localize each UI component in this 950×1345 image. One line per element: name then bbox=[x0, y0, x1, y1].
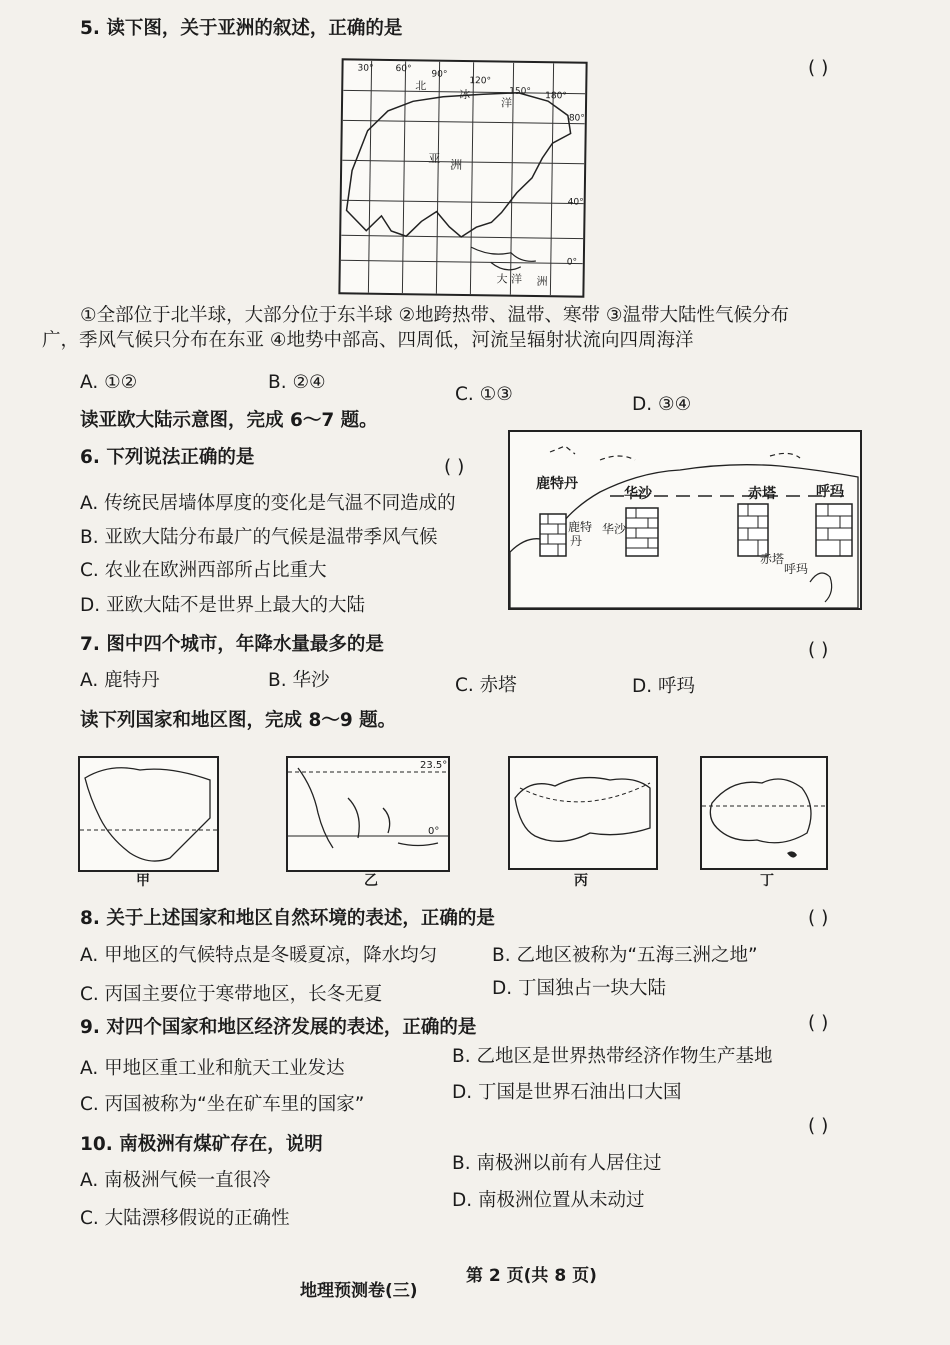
q9-option-d[interactable]: D. 丁国是世界石油出口大国 bbox=[452, 1082, 682, 1103]
q6-option-d[interactable]: D. 亚欧大陆不是世界上最大的大陆 bbox=[80, 595, 366, 616]
q9-answer-paren: ( ) bbox=[808, 1013, 829, 1034]
label-bing: 丙 bbox=[574, 873, 588, 889]
q9-option-c[interactable]: C. 丙国被称为“坐在矿车里的国家” bbox=[80, 1094, 365, 1115]
lon-label-150: 150° bbox=[509, 86, 531, 97]
map-label-asia-ya: 亚 bbox=[428, 151, 441, 166]
lat-label-0: 0° bbox=[566, 257, 578, 268]
q6-option-c[interactable]: C. 农业在欧洲西部所占比重大 bbox=[80, 560, 327, 581]
map-label-ocean: 洋 bbox=[500, 96, 513, 110]
q8-option-d[interactable]: D. 丁国独占一块大陆 bbox=[492, 978, 667, 999]
house-label-rotterdam-1: 鹿特 bbox=[568, 520, 593, 534]
label-rotterdam: 鹿特丹 bbox=[536, 476, 578, 492]
q9-stem: 9. 对四个国家和地区经济发展的表述，正确的是 bbox=[80, 1017, 477, 1038]
q7-option-b[interactable]: B. 华沙 bbox=[268, 670, 330, 691]
house-label-rotterdam-2: 丹 bbox=[570, 534, 583, 548]
q6-option-b[interactable]: B. 亚欧大陆分布最广的气候是温带季风气候 bbox=[80, 527, 438, 548]
q10-option-b[interactable]: B. 南极洲以前有人居住过 bbox=[452, 1153, 662, 1174]
lon-label-60: 60° bbox=[395, 64, 412, 75]
lat-label-40: 40° bbox=[567, 197, 584, 208]
house-hulunbuir-icon bbox=[816, 504, 852, 556]
q5-option-d[interactable]: D. ③④ bbox=[632, 394, 692, 415]
house-label-hulunbuir: 呼玛 bbox=[784, 562, 809, 576]
eurasia-map-graphic bbox=[510, 432, 860, 608]
lon-label-30: 30° bbox=[357, 63, 374, 74]
q10-option-d[interactable]: D. 南极洲位置从未动过 bbox=[452, 1190, 645, 1211]
q5-stem: 5. 读下图，关于亚洲的叙述，正确的是 bbox=[80, 18, 403, 39]
q5-option-a[interactable]: A. ①② bbox=[80, 372, 138, 393]
asia-map bbox=[338, 58, 587, 297]
lat-label-80: 80° bbox=[568, 113, 585, 124]
q5-answer-paren: ( ) bbox=[808, 58, 829, 79]
lon-label-120: 120° bbox=[469, 76, 492, 87]
q8-option-b[interactable]: B. 乙地区被称为“五海三洲之地” bbox=[492, 945, 758, 966]
q6-option-a[interactable]: A. 传统民居墙体厚度的变化是气温不同造成的 bbox=[80, 493, 456, 514]
q7-answer-paren: ( ) bbox=[808, 640, 829, 661]
lon-label-180: 180° bbox=[545, 91, 567, 102]
label-chita: 赤塔 bbox=[748, 486, 776, 502]
map-label-pacific: 大 洋 bbox=[496, 272, 523, 286]
q6-answer-paren: ( ) bbox=[444, 457, 465, 478]
q9-option-b[interactable]: B. 乙地区是世界热带经济作物生产基地 bbox=[452, 1046, 773, 1067]
label-yi: 乙 bbox=[364, 873, 378, 889]
q8-option-c[interactable]: C. 丙国主要位于寒带地区，长冬无夏 bbox=[80, 984, 383, 1005]
q7-option-a[interactable]: A. 鹿特丹 bbox=[80, 670, 160, 691]
map-yi bbox=[286, 756, 450, 872]
map-jia bbox=[78, 756, 219, 872]
q8-answer-paren: ( ) bbox=[808, 908, 829, 929]
map-ding-graphic bbox=[702, 758, 826, 868]
q10-option-a[interactable]: A. 南极洲气候一直很冷 bbox=[80, 1170, 271, 1191]
map-label-pacific-zhou: 洲 bbox=[536, 275, 548, 289]
house-label-warsaw: 华沙 bbox=[602, 522, 627, 536]
lon-label-90: 90° bbox=[431, 69, 448, 80]
q9-option-a[interactable]: A. 甲地区重工业和航天工业发达 bbox=[80, 1058, 345, 1079]
intro-8-9: 读下列国家和地区图，完成 8～9 题。 bbox=[80, 710, 397, 731]
label-hulunbuir: 呼玛 bbox=[816, 484, 844, 500]
map-label-ice: 冰 bbox=[459, 87, 471, 102]
eurasia-map bbox=[508, 430, 862, 610]
intro-6-7: 读亚欧大陆示意图，完成 6～7 题。 bbox=[80, 410, 378, 431]
q10-answer-paren: ( ) bbox=[808, 1116, 829, 1137]
map-bing bbox=[508, 756, 658, 870]
q7-stem: 7. 图中四个城市，年降水量最多的是 bbox=[80, 634, 384, 655]
q7-option-c[interactable]: C. 赤塔 bbox=[455, 675, 517, 696]
lat-label-0-yi: 0° bbox=[428, 826, 440, 837]
map-jia-graphic bbox=[80, 758, 217, 870]
q10-option-c[interactable]: C. 大陆漂移假说的正确性 bbox=[80, 1208, 290, 1229]
q10-stem: 10. 南极洲有煤矿存在，说明 bbox=[80, 1134, 323, 1155]
label-jia: 甲 bbox=[136, 873, 150, 889]
map-label-asia-zhou: 洲 bbox=[450, 157, 463, 172]
house-label-chita: 赤塔 bbox=[760, 552, 785, 566]
house-rotterdam-icon bbox=[540, 514, 566, 556]
q5-statements-line1: ①全部位于北半球，大部分位于东半球 ②地跨热带、温带、寒带 ③温带大陆性气候分布 bbox=[80, 305, 790, 326]
lat-label-23-5: 23.5° bbox=[420, 760, 448, 771]
house-warsaw-icon bbox=[626, 508, 658, 556]
house-chita-icon bbox=[738, 504, 768, 556]
map-label-north: 北 bbox=[415, 79, 427, 93]
footer-page-number: 第 2 页(共 8 页) bbox=[466, 1266, 597, 1286]
q7-option-d[interactable]: D. 呼玛 bbox=[632, 676, 696, 697]
q5-option-b[interactable]: B. ②④ bbox=[268, 372, 326, 393]
q8-stem: 8. 关于上述国家和地区自然环境的表述，正确的是 bbox=[80, 908, 495, 929]
label-ding: 丁 bbox=[760, 873, 774, 889]
map-ding bbox=[700, 756, 828, 870]
q5-option-c[interactable]: C. ①③ bbox=[455, 384, 513, 405]
map-yi-graphic bbox=[288, 758, 448, 870]
q8-option-a[interactable]: A. 甲地区的气候特点是冬暖夏凉，降水均匀 bbox=[80, 945, 438, 966]
footer-title: 地理预测卷(三) bbox=[300, 1281, 418, 1301]
q6-stem: 6. 下列说法正确的是 bbox=[80, 447, 255, 468]
map-bing-graphic bbox=[510, 758, 656, 868]
q5-statements-line2: 广，季风气候只分布在东亚 ④地势中部高、四周低，河流呈辐射状流向四周海洋 bbox=[42, 330, 694, 351]
label-warsaw: 华沙 bbox=[624, 486, 652, 502]
